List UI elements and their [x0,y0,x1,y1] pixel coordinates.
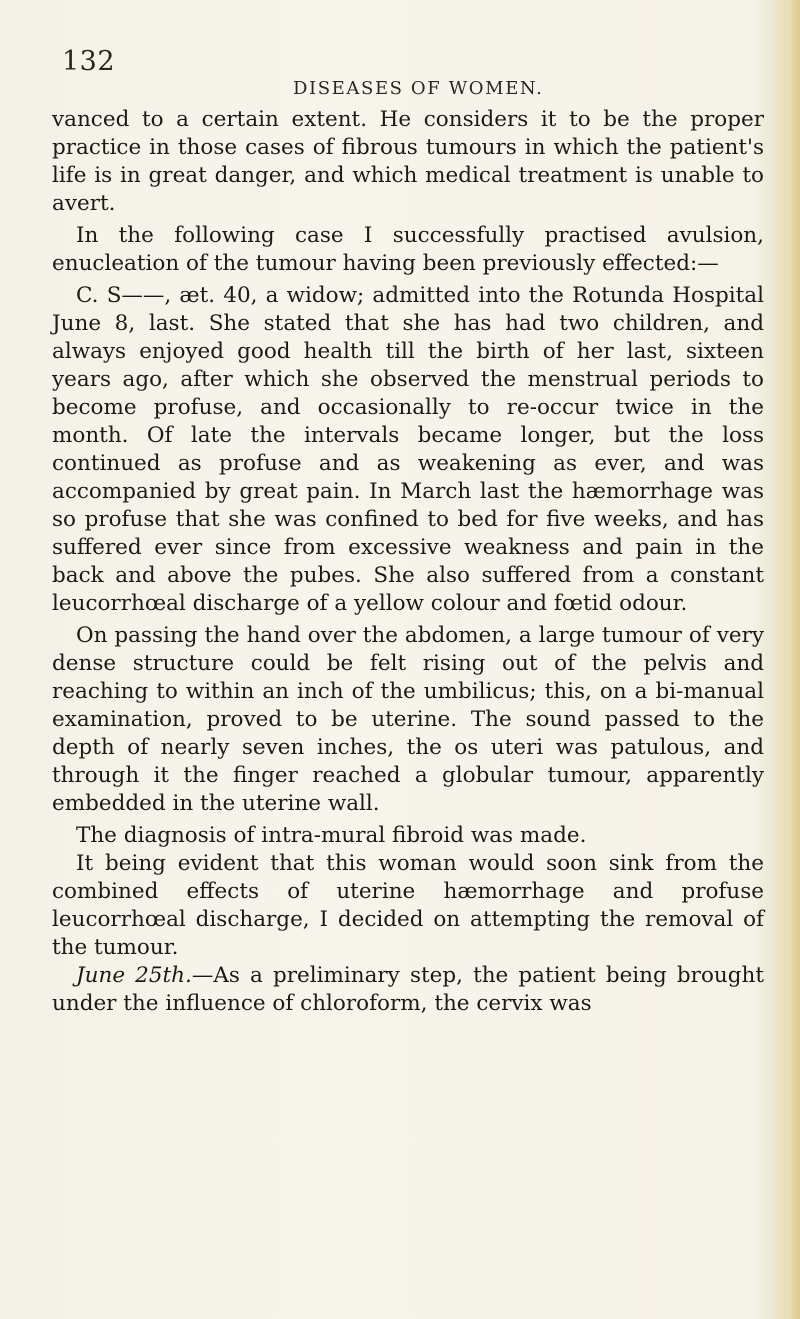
paragraph-operation [52,962,764,1018]
paragraph-case-history: C. S——, æt. 40, a widow; admitted into the Rotunda Hospital June 8, last. She stated that she has had two children, and always enjoyed good health till the birth of her last, sixteen years ago, after which she observed the menstrual periods to become profuse, and occasionally to re-occur twice in the month. Of late the intervals became longer, but the loss continued as profuse and as weakening as ever, and was accompanied by great pain. In March last the hæmorrhage was so profuse that she was confined to bed for five weeks, and has suffered ever since from excessive weakness and pain in the back and above the pubes. She also suffered from a constant leucorrhœal discharge of a yellow colour and fœtid odour. [52,283,764,616]
paragraph-decision: It being evident that this woman would soon sink from the combined effects of uterine hæmorrhage and profuse leucorrhœal discharge, I decided on attempting the removal of the tumour. [52,851,764,960]
running-head: DISEASES OF WOMEN. [293,78,544,99]
paragraph-case-intro: In the following case I successfully practised avulsion, enucleation of the tumour having been previously effected:— [52,223,764,276]
body-text [52,106,764,1022]
operation-text: —As a preliminary step, the patient being brought under the influence of chloroform, the cervix was [52,963,764,1016]
page-number: 132 [62,46,116,77]
paragraph-continuation: vanced to a certain extent. He considers it to be the proper practice in those cases of fibrous tumours in which the patient's life is in great danger, and which medical treatment is unable to avert. [52,107,764,216]
paragraph-diagnosis: The diagnosis of intra-mural fibroid was made. [76,823,587,848]
operation-date: June 25th. [76,963,192,988]
page-edge-shading [774,0,800,1319]
paragraph-examination: On passing the hand over the abdomen, a large tumour of very dense structure could be felt rising out of the pelvis and reaching to within an inch of the umbilicus; this, on a bi-manual examination, proved to be uterine. The sound passed to the depth of nearly seven inches, the os uteri was patulous, and through it the finger reached a globular tumour, apparently embedded in the uterine wall. [52,623,764,816]
